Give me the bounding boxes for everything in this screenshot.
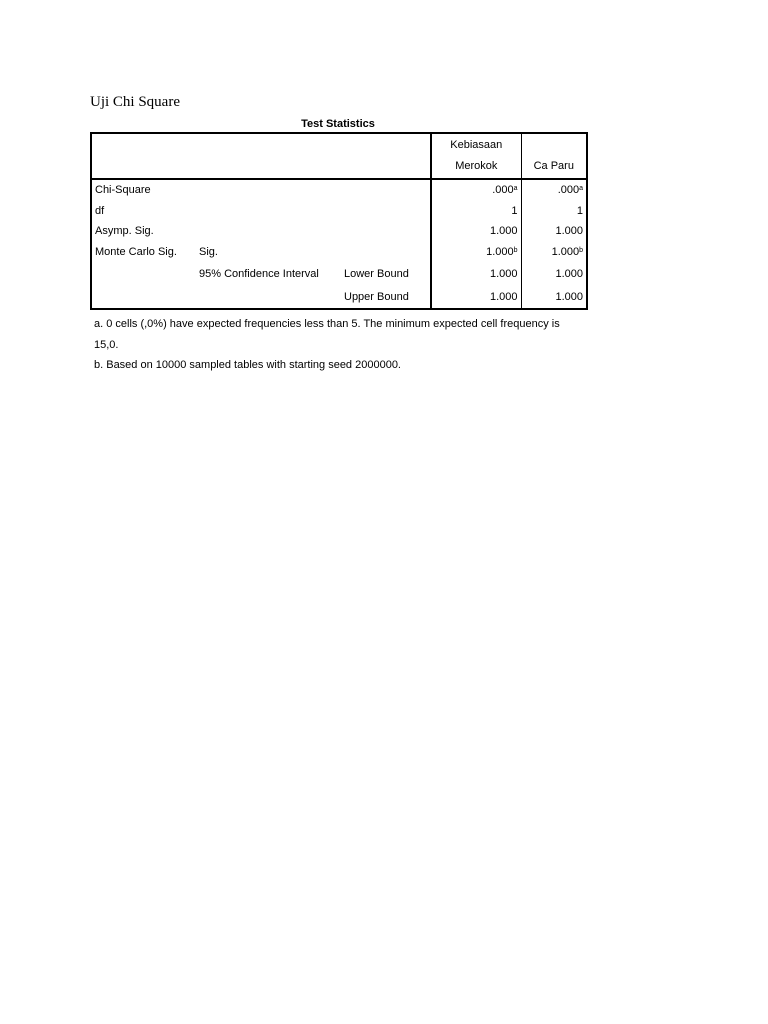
row-bound-label bbox=[341, 201, 431, 222]
column-header-line: Merokok bbox=[455, 160, 498, 172]
row-bound-label: Upper Bound bbox=[344, 290, 409, 303]
footnote-marker: b bbox=[579, 246, 584, 254]
row-sublabel bbox=[196, 201, 341, 222]
row-sublabel: 95% Confidence Interval bbox=[199, 267, 319, 280]
row-label: df bbox=[95, 204, 105, 217]
table-footnotes bbox=[94, 314, 594, 376]
row-sublabel bbox=[196, 285, 341, 309]
cell-value: 1.000 bbox=[521, 285, 587, 309]
row-label bbox=[91, 262, 196, 285]
table-row bbox=[91, 262, 587, 285]
table-header-row bbox=[91, 133, 587, 179]
row-label: Monte Carlo Sig. bbox=[95, 245, 177, 258]
cell-value: 1 bbox=[521, 201, 587, 222]
footnote-marker: a bbox=[579, 185, 584, 193]
cell-value: 1.000 bbox=[431, 262, 521, 285]
column-header-line: Ca Paru bbox=[533, 160, 574, 172]
cell-value: .000$^a$ bbox=[521, 179, 587, 201]
cell-value: 1.000 bbox=[431, 285, 521, 309]
row-bound-label bbox=[341, 221, 431, 242]
footnote-a: a. 0 cells (,0%) have expected frequencies less than 5. The minimum expected cell frequency is bbox=[94, 318, 560, 330]
section-heading: Uji Chi Square bbox=[90, 94, 180, 110]
row-label: Asymp. Sig. bbox=[95, 225, 154, 238]
table-row bbox=[91, 221, 587, 242]
row-bound-label bbox=[341, 179, 431, 201]
table-row bbox=[91, 242, 587, 263]
table-row bbox=[91, 285, 587, 309]
column-header-line: Kebiasaan bbox=[450, 139, 503, 151]
row-sublabel bbox=[196, 221, 341, 242]
cell-value: 1.000 bbox=[521, 262, 587, 285]
table-row bbox=[91, 201, 587, 222]
row-label: Chi-Square bbox=[95, 184, 151, 197]
footnote-marker: a bbox=[513, 185, 518, 193]
cell-value: 1.000 bbox=[521, 221, 587, 242]
table-title: Test Statistics bbox=[301, 118, 375, 130]
footnote-b: b. Based on 10000 sampled tables with starting seed 2000000. bbox=[94, 359, 401, 371]
row-sublabel: Sig. bbox=[199, 245, 218, 258]
column-header-kebiasaan-merokok bbox=[431, 133, 521, 179]
row-bound-label: Lower Bound bbox=[344, 267, 409, 280]
test-statistics-table bbox=[90, 132, 588, 310]
cell-value: 1.000$^b$ bbox=[431, 242, 521, 263]
row-bound-label bbox=[341, 242, 431, 263]
table-row bbox=[91, 179, 587, 201]
cell-value: 1.000 bbox=[431, 221, 521, 242]
row-label bbox=[91, 285, 196, 309]
header-stub bbox=[91, 133, 431, 179]
cell-value: 1.000$^b$ bbox=[521, 242, 587, 263]
footnote-a-continued: 15,0. bbox=[94, 338, 119, 351]
row-sublabel bbox=[196, 179, 341, 201]
cell-value: .000$^a$ bbox=[431, 179, 521, 201]
footnote-marker: b bbox=[513, 246, 518, 254]
column-header-ca-paru bbox=[521, 133, 587, 179]
cell-value: 1 bbox=[431, 201, 521, 222]
